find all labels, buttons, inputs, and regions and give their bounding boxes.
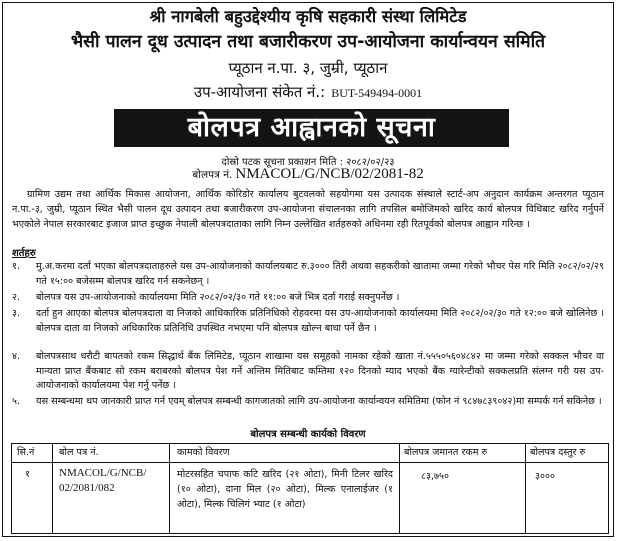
- table-cell-bid-security: ८३,७५०: [421, 471, 449, 482]
- table-cell-bid-fee: ३०००: [535, 471, 555, 482]
- term-text: यस सम्बन्धमा थप जानकारी प्राप्त गर्न एवम् बोलपत्र सम्बन्धी कागजातको लागि उप-आयोजना कार्यान्वयन समितिमा (फोन नं ९८४७८३९०४२)मा सम्पर्क गर्न सकिनेछ ।: [36, 396, 602, 407]
- table-header-sn: सि.नं: [17, 447, 35, 458]
- term-text: दर्ता हुन आएका बोलपत्र बोलपत्रदाता वा निजको आधिकारिक प्रतिनिधिको रोहवरमा यस उप-आयोजनाको कार्यालयमा मिति २०८२/०२/३० गते १२:०० बजे खोलिनेछ । बोलपत्र दाता वा निजको अधिकारिक प्रतिनिधि उपस्थित नभएमा पनि बोलपत्र खोल्न बाधा पर्ने छैन ।: [36, 308, 604, 334]
- publication-date: दोस्रो पटक सूचना प्रकाशन मिति : २०८२/०२/२३: [221, 157, 395, 168]
- term-number: ५.: [12, 396, 21, 407]
- org-address: प्यूठान न.पा. ३, जुम्री, प्यूठान: [228, 59, 388, 77]
- table-rule: [169, 443, 170, 534]
- table-header-description: कामको विवरण: [177, 447, 230, 458]
- table-cell-bid-no: NMACOL/G/NCB/ 02/2081/082: [59, 467, 147, 494]
- table-rule: [525, 443, 526, 534]
- bid-number-label: बोलपत्र नं.: [192, 169, 233, 181]
- table-header-bid-no: बोल पत्र नं.: [59, 447, 99, 458]
- term-text: बोलपत्रसाथ धरौटी बापतको रकम सिद्धार्थ बैंक लिमिटेड, प्यूठान शाखामा यस समूहको नामका रहेको खाता नं.५५५०५६०४८४२ मा जम्मा गरेको सक्कल भौचर वा मान्यता प्राप्त बैंकबाट सो रकम बराबरको बोलपत्र पेश गर्ने अन्तिम मितिबाट कम्तिमा १२० दिनको म्याद भएको बैंक ग्यारेन्टीको सक्कलप्रति संलग्न गरी यस उप-आयोजनाको कार्यालयमा पेश गर्नु पर्नेछ ।: [36, 351, 604, 391]
- table-rule: [399, 443, 400, 534]
- subproject-line: [3, 84, 613, 101]
- table-header-bid-fee: बोलपत्र दस्तुर रु: [530, 447, 586, 458]
- term-number: २.: [12, 292, 21, 303]
- table-rule: [11, 443, 12, 534]
- notice-frame: [2, 2, 614, 537]
- term-text: मु.अ.करमा दर्ता भएका बोलपत्रदाताहरुले यस उप-आयोजनाको कार्यालयबाट रु.३००० तिरी अथवा सहकरीको खातामा जम्मा गरेको भौचर पेस गरि मिति २०८२/०२/२९ गते १५:०० बजेसम्म बोलपत्र खरिद गर्न सकनेछन् ।: [36, 261, 604, 287]
- table-cell-sn: १: [25, 469, 30, 480]
- table-rule: [608, 443, 609, 534]
- term-number: १.: [12, 261, 21, 272]
- bid-number-line: [3, 166, 613, 183]
- intro-paragraph: ग्रामिण उद्यम तथा आर्थिक मिकास आयोजना, आर्थिक कोरिडोर कार्यालय बुटवलको सहयोगमा यस उत्पादक संस्थाले स्टार्ट-अप अनुदान कार्यक्रम अन्तरगत प्यूठान न.पा.-३, जुम्री, प्यूठान स्थित भैसी पालन दूध उत्पादन तथा बजारीकरण उप-आयोजना संचालनका लागि तपसिल बमोजिमको खरिद कार्य बोलपत्र विधिबाट खरिद गर्नुपर्ने भएकोले नेपाल सरकारबाट इजाज प्राप्त इच्छुक नेपाली बोलपत्रदाताका लागि निम्न उल्लेखित शर्तहरुको अधिनमा रही रितपूर्वको बोलपत्र आह्वान गरिन्छ ।: [12, 189, 604, 230]
- table-rule: [52, 443, 53, 534]
- term-text: बोलपत्र यस उप-आयोजनाको कार्यालयमा मिति २०८२/०२/३० गते ११:०० बजे भित्र दर्ता गराई सक्नुपर्नेछ ।: [36, 292, 400, 303]
- term-number: ३.: [12, 308, 21, 319]
- table-rule: [11, 462, 609, 463]
- term-item: [12, 260, 604, 289]
- terms-heading: शर्तहरु: [12, 248, 36, 259]
- committee-name: भैसी पालन दूध उत्पादन तथा बजारीकरण उप-आयोजना कार्यान्वयन समिति: [70, 32, 546, 52]
- term-number: ४.: [12, 351, 21, 362]
- notice-banner: बोलपत्र आह्वानको सूचना: [114, 109, 509, 147]
- bid-number: NMACOL/G/NCB/02/2081-82: [235, 166, 424, 182]
- term-item: [12, 307, 604, 336]
- subproject-code: BUT-549494-0001: [331, 86, 423, 100]
- subproject-label: उप-आयोजना संकेत नं.:: [193, 83, 326, 101]
- term-item: [12, 395, 604, 410]
- works-table: [11, 443, 609, 534]
- table-header-bid-security: बोलपत्र जमानत रकम रु: [404, 447, 488, 458]
- table-cell-description: मोटरसहित चपाफ कटि खरिद (२१ ओटा), मिनी टिलर खरिद (१० ओटा), दाना मिल (२० ओटा), मिल्क एनालाईजर (१ ओटा), मिल्क चिलिगं भ्याट (१ ओटा): [177, 469, 393, 510]
- term-item: [12, 291, 604, 306]
- table-rule: [11, 533, 609, 534]
- term-item: [12, 350, 604, 394]
- table-title: बोलपत्र सम्बन्धी कार्यको विवरण: [250, 429, 366, 440]
- org-name: श्री नागबेली बहुउद्देश्यीय कृषि सहकारी संस्था लिमिटेड: [149, 7, 467, 26]
- table-rule: [11, 443, 609, 444]
